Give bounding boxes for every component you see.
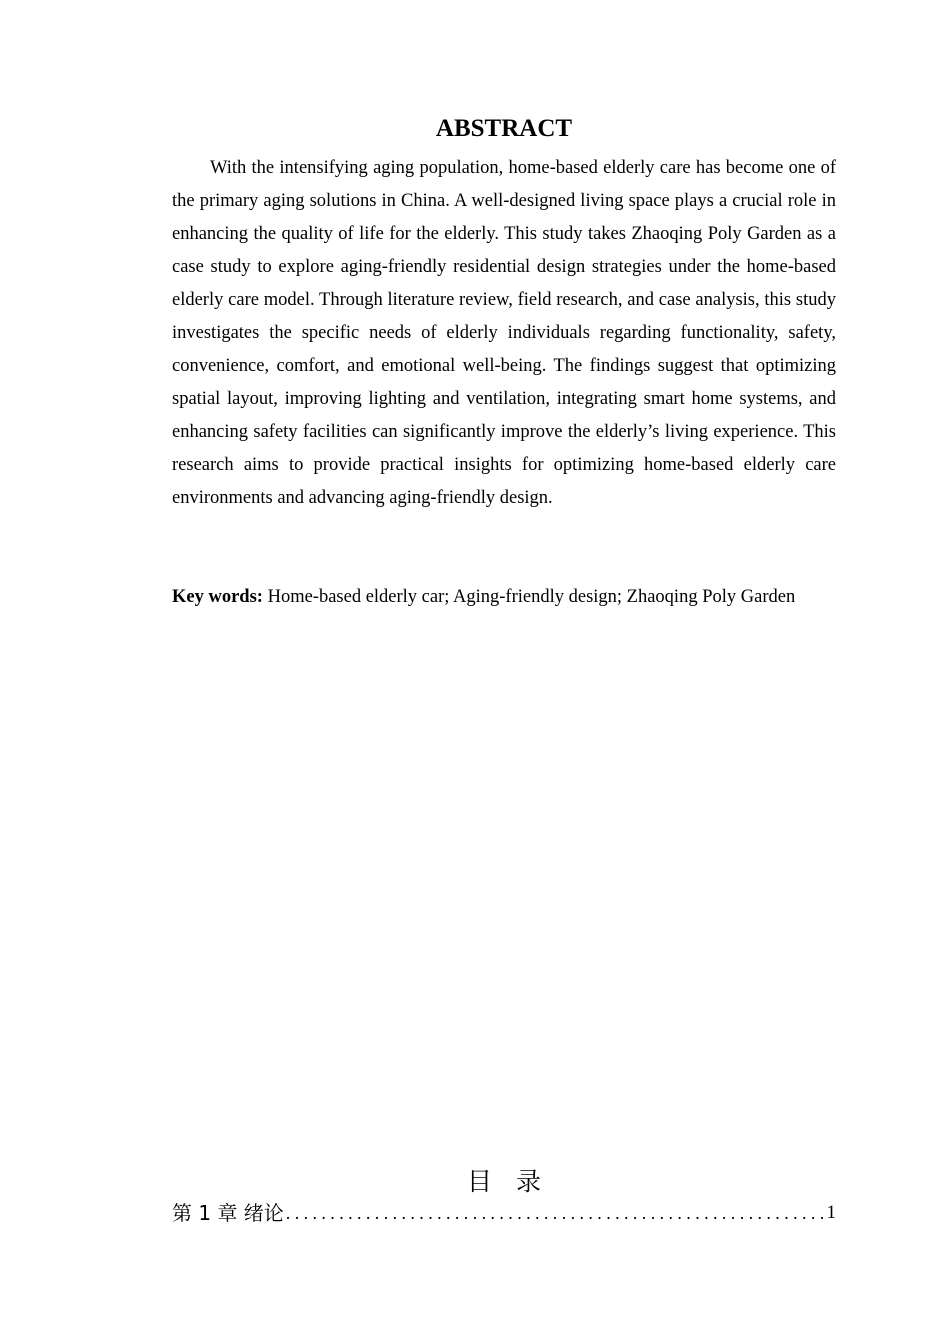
keywords: [172, 581, 872, 614]
abstract-title: ABSTRACT: [435, 115, 573, 142]
toc-leader-dots: [286, 1198, 825, 1228]
toc-entry[interactable]: [172, 1194, 836, 1228]
toc-entry-page: 1: [826, 1202, 836, 1223]
toc-entry-label: 第 1 章 绪论: [172, 1201, 284, 1225]
keywords-text: Home-based elderly car; Aging-friendly design; Zhaoqing Poly Garden: [262, 587, 796, 607]
abstract-body: With the intensifying aging population, home-based elderly care has become one of the primary aging solutions in China. A well-designed living space plays a crucial role in enhancing the quality of life for the elderly. This study takes Zhaoqing Poly Garden as a case study to explore aging-friendly residential design strategies under the home-based elderly care model. Through literature review, field research, and case analysis, this study investigates the specific needs of elderly individuals regarding functionality, safety, convenience, comfort, and emotional well-being. The findings suggest that optimizing spatial layout, improving lighting and ventilation, integrating smart home systems, and enhancing safety facilities can significantly improve the elderly’s living experience. This research aims to provide practical insights for optimizing home-based elderly care environments and advancing aging-friendly design.: [172, 158, 836, 508]
toc-title: 目录: [466, 1167, 565, 1196]
keywords-label: Key words:: [172, 587, 263, 607]
